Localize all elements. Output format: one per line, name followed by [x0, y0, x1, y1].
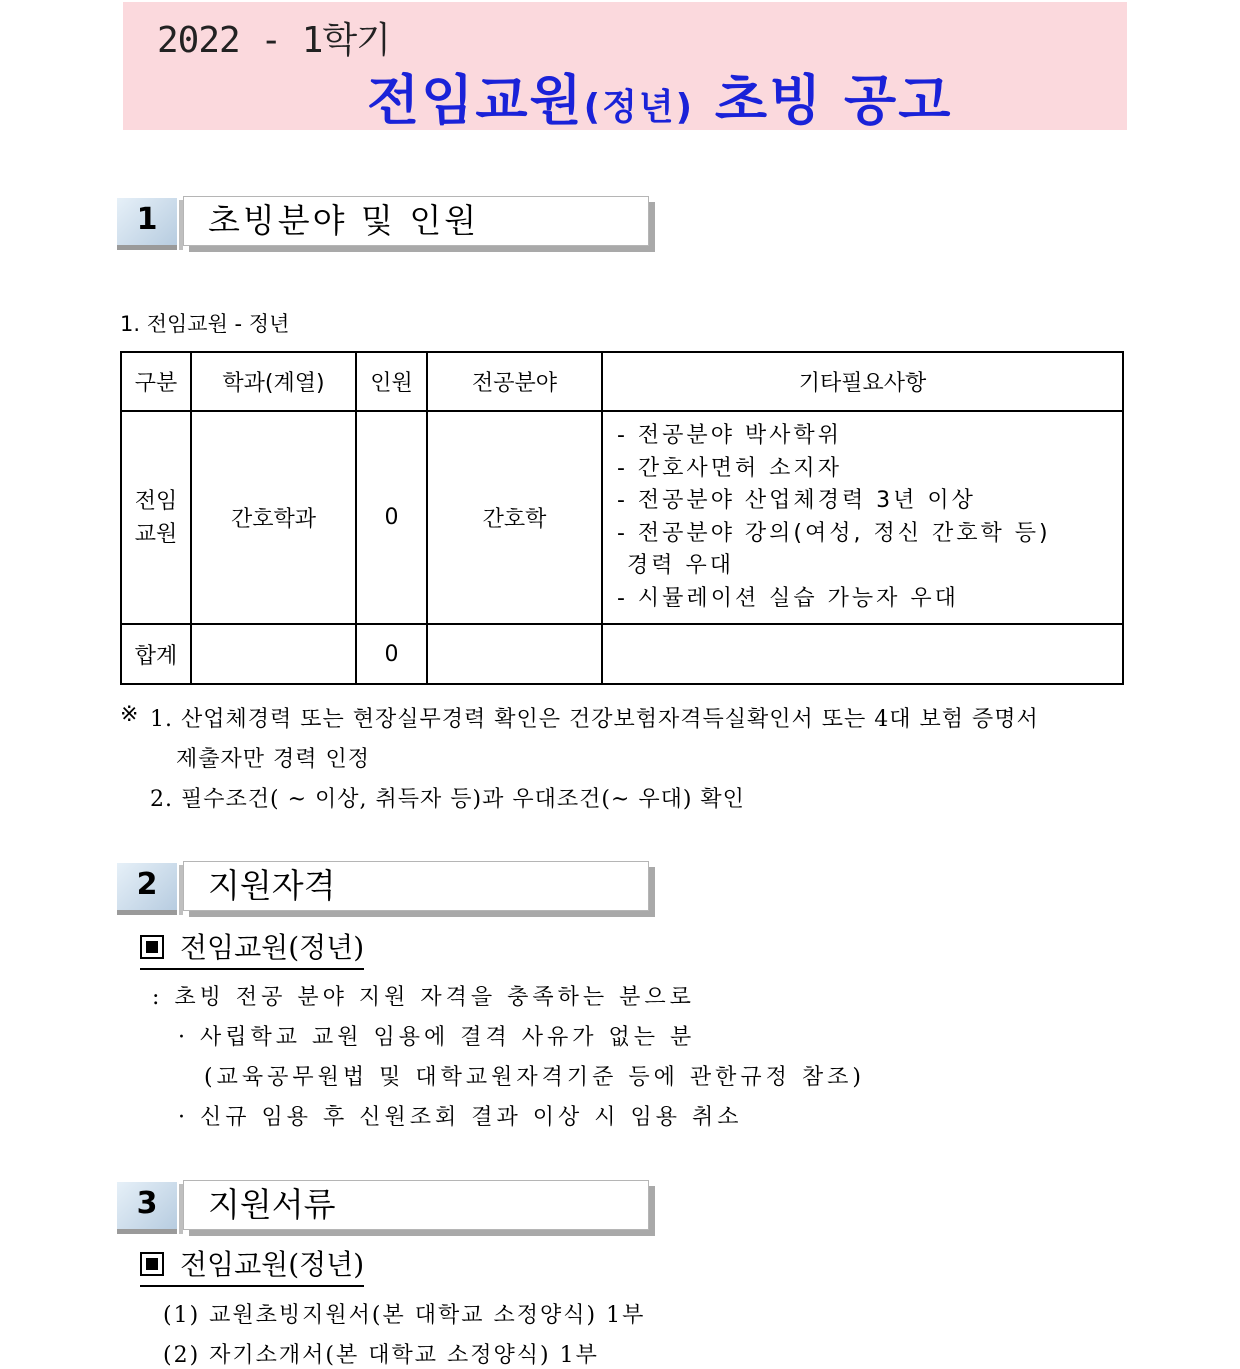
requirement-item: - 전공분야 산업체경력 3년 이상 — [617, 488, 976, 513]
page-title — [367, 58, 952, 135]
section-number: 1 — [117, 198, 177, 250]
header-cell: 구분 — [121, 352, 191, 411]
requirement-item: - 전공분야 박사학위 — [617, 423, 842, 448]
category-line: 전임 — [134, 488, 178, 514]
subheading-positions: 1. 전임교원 - 정년 — [120, 312, 290, 336]
requirements-cell — [602, 411, 1123, 624]
empty-cell — [427, 624, 602, 684]
section-number: 3 — [117, 1182, 177, 1234]
title-paren: (정년) — [583, 87, 695, 128]
semester-label: 2022 - 1학기 — [157, 20, 390, 61]
note-1: 1. 산업체경력 또는 현장실무경력 확인은 건강보험자격득실확인서 또는 4대 보험 증명서 — [150, 707, 1039, 732]
header-cell: 전공분야 — [427, 352, 602, 411]
section-2-header — [117, 861, 657, 921]
table-total-row — [121, 624, 1123, 684]
section-title: 지원서류 — [183, 1180, 649, 1230]
total-label: 합계 — [121, 624, 191, 684]
section-3-header — [117, 1180, 657, 1240]
title-rest: 초빙 공고 — [694, 69, 953, 132]
section-title: 지원자격 — [183, 861, 649, 911]
count-cell: 0 — [356, 411, 427, 624]
recruitment-table — [120, 351, 1124, 685]
square-bullet-icon — [140, 935, 164, 959]
table-row — [121, 411, 1123, 624]
heading-text: 전임교원(정년) — [180, 1248, 365, 1281]
section-number: 2 — [117, 863, 177, 915]
requirement-item: 경력 우대 — [617, 553, 734, 578]
note-mark: ※ — [120, 702, 139, 727]
document-item: (2) 자기소개서(본 대학교 소정양식) 1부 — [163, 1343, 599, 1368]
dept-cell: 간호학과 — [191, 411, 356, 624]
header-cell: 인원 — [356, 352, 427, 411]
header-cell: 학과(계열) — [191, 352, 356, 411]
title-banner — [123, 2, 1127, 130]
note-2: 2. 필수조건( ~ 이상, 취득자 등)과 우대조건(~ 우대) 확인 — [150, 787, 745, 812]
empty-cell — [602, 624, 1123, 684]
table-header-row — [121, 352, 1123, 411]
documents-heading — [140, 1243, 364, 1287]
qualification-line: · 신규 임용 후 신원조회 결과 이상 시 임용 취소 — [178, 1105, 743, 1130]
document-item: (1) 교원초빙지원서(본 대학교 소정양식) 1부 — [163, 1303, 646, 1328]
heading-text: 전임교원(정년) — [180, 931, 365, 964]
section-1-header — [117, 196, 657, 256]
qualification-line: · 사립학교 교원 임용에 결격 사유가 없는 분 — [178, 1025, 696, 1050]
category-cell — [121, 411, 191, 624]
category-line: 교원 — [134, 521, 178, 547]
field-cell: 간호학 — [427, 411, 602, 624]
title-main: 전임교원 — [367, 69, 584, 132]
qualification-line: : 초빙 전공 분야 지원 자격을 충족하는 분으로 — [152, 985, 695, 1010]
total-count: 0 — [356, 624, 427, 684]
note-1-continued: 제출자만 경력 인정 — [176, 747, 371, 772]
requirement-item: - 간호사면허 소지자 — [617, 455, 842, 481]
square-bullet-icon — [140, 1252, 164, 1276]
requirement-item: - 시뮬레이션 실습 가능자 우대 — [617, 585, 959, 611]
empty-cell — [191, 624, 356, 684]
qualification-line: (교육공무원법 및 대학교원자격기준 등에 관한규정 참조) — [204, 1065, 865, 1090]
requirement-item: - 전공분야 강의(여성, 정신 간호학 등) — [617, 520, 1051, 546]
qualification-heading — [140, 926, 364, 970]
section-title: 초빙분야 및 인원 — [183, 196, 649, 246]
header-cell: 기타필요사항 — [602, 352, 1123, 411]
